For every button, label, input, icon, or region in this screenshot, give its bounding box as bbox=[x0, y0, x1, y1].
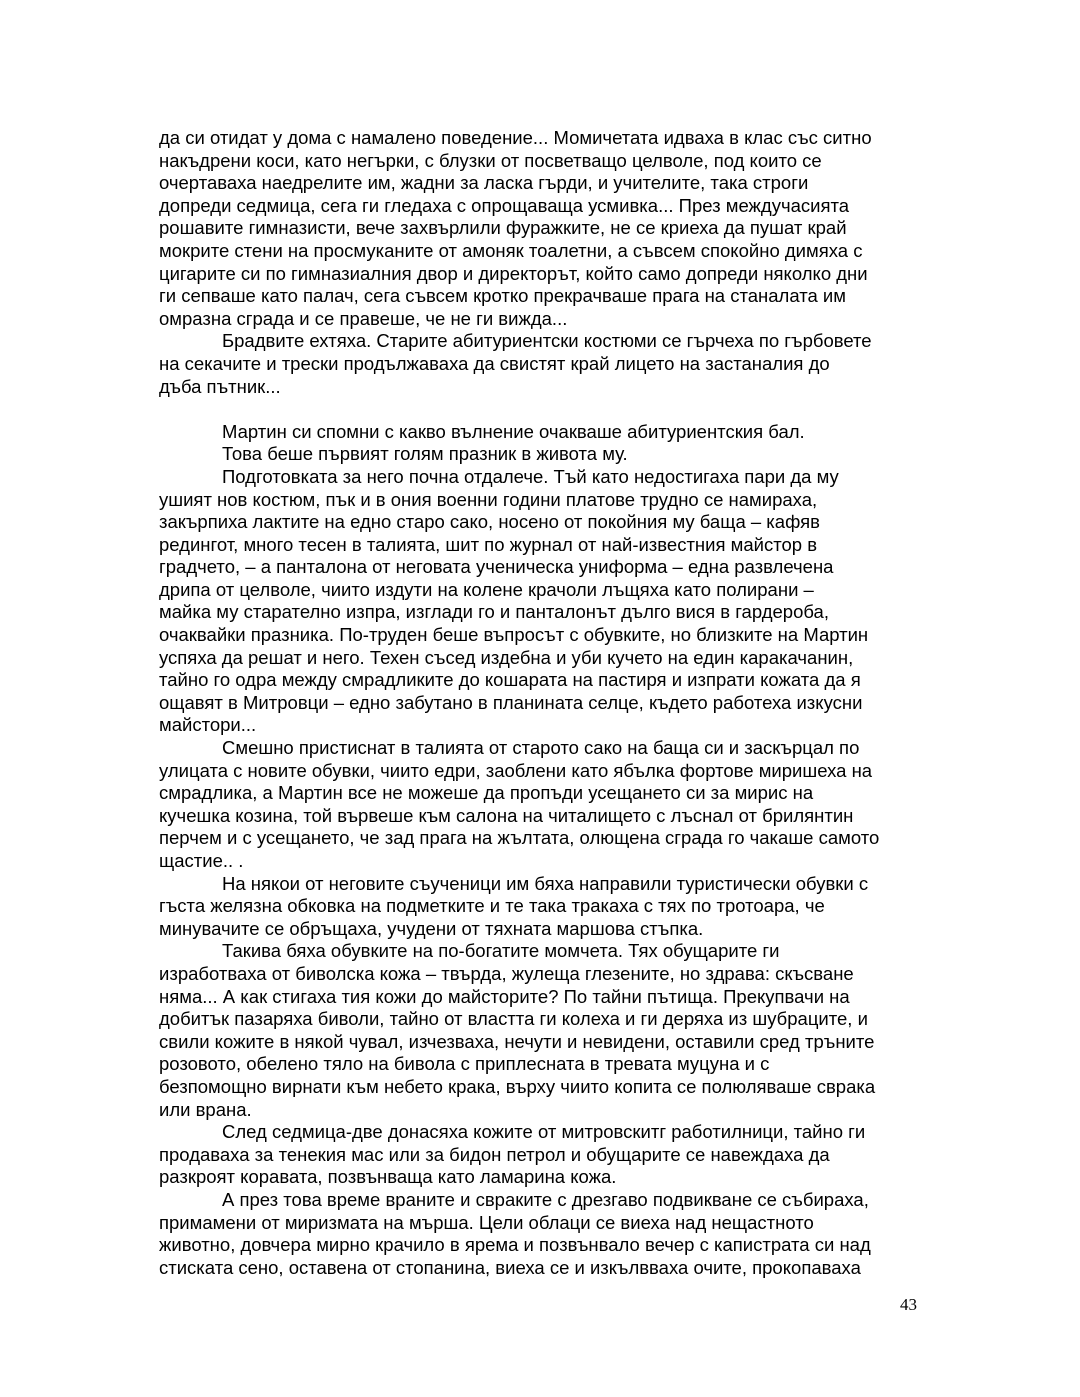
paragraph bbox=[159, 1189, 924, 1279]
text-line: мокрите стени на просмуканите от амоняк тоалетни, а съвсем спокойно димяха с bbox=[159, 239, 863, 261]
paragraph bbox=[159, 1121, 924, 1189]
text-line: ги сепваше като палач, сега съвсем кротко прекрачваше прага на станалата им bbox=[159, 285, 846, 307]
text-line: допреди седмица, сега ги гледаха с опрощаваща усмивка... През междучасията bbox=[159, 194, 850, 216]
text-line: рошавите гимназисти, вече захвърлили фуражките, не се криеха да пушат край bbox=[159, 217, 847, 239]
page-number: 43 bbox=[900, 1295, 917, 1314]
text-line: редингот, много тесен в талията, шит по журнал от най-известния майстор в bbox=[159, 533, 818, 555]
text-line: на секачите и трески продължаваха да свистят край лицето на застаналия до bbox=[159, 352, 830, 374]
text-line: да си отидат у дома с намалено поведение... Момичетата идваха в клас със ситно bbox=[159, 127, 872, 148]
paragraph bbox=[159, 940, 924, 1121]
text-line: тайно го одра между смрадликите до кошарата на пастиря и изпрати кожата да я bbox=[159, 669, 861, 691]
text-line: накъдрени коси, като негърки, с блузки от посветващо целволе, под които се bbox=[159, 149, 822, 171]
paragraph-gap bbox=[159, 398, 924, 421]
paragraph bbox=[159, 443, 924, 466]
text-line: ощавят в Митровци – едно забутано в планината селце, където работеха изкусни bbox=[159, 691, 863, 713]
text-line: майка му старателно изпра, изглади го и панталонът дълго вися в гардероба, bbox=[159, 601, 829, 623]
text-line: успяха да решат и него. Техен съсед издебна и уби кучето на един каракачанин, bbox=[159, 646, 854, 668]
text-line: щастие.. . bbox=[159, 850, 244, 871]
paragraph bbox=[159, 466, 924, 737]
text-line: очертаваха наедрелите им, жадни за ласка гърди, и учителите, така строги bbox=[159, 172, 809, 194]
text-line: ушият нов костюм, пък и в ония военни години платове трудно се намираха, bbox=[159, 488, 818, 510]
paragraph bbox=[159, 127, 924, 330]
text-line: животно, довчера мирно крачило в ярема и позвънвало вечер с капистрата си над bbox=[159, 1234, 871, 1256]
text-line: свили кожите в някой чувал, изчезваха, нечути и невидени, оставили сред тръните bbox=[159, 1030, 875, 1052]
paragraph bbox=[159, 421, 924, 444]
text-line: На някои от неговите съученици им бяха направили туристически обувки с bbox=[222, 872, 869, 894]
text-line: примамени от миризмата на мърша. Цели облаци се виеха над нещастното bbox=[159, 1211, 814, 1233]
text-line: перчем и с усещането, че зад прага на жълтата, олющена сграда го чакаше самото bbox=[159, 827, 880, 849]
text-line: продаваха за тенекия мас или за бидон петрол и обущарите се навеждаха да bbox=[159, 1143, 830, 1165]
text-line: разкроят коравата, позвънваща като ламарина кожа. bbox=[159, 1166, 617, 1188]
text-line: Такива бяха обувките на по-богатите момчета. Тях обущарите ги bbox=[222, 940, 780, 962]
text-line: очаквайки празника. По-труден беше въпросът с обувките, но близките на Мартин bbox=[159, 624, 869, 646]
body-text bbox=[159, 127, 924, 1279]
text-line: минувачите се обръщаха, учудени от тяхната маршова стъпка. bbox=[159, 917, 704, 939]
paragraph bbox=[159, 873, 924, 941]
text-line: стиската сено, оставена от стопанина, виеха се и изкълвваха очите, прокопаваха bbox=[159, 1256, 861, 1278]
paragraph bbox=[159, 330, 924, 398]
text-line: А през това време враните и свраките с дрезгаво подвикване се събираха, bbox=[222, 1188, 869, 1210]
text-line: няма... А как стигаха тия кожи до майсторите? По тайни пътища. Прекупвачи на bbox=[159, 985, 850, 1007]
text-line: дъба пътник... bbox=[159, 375, 281, 397]
text-line: омразна сграда и се правеше, че не ги вижда... bbox=[159, 307, 568, 329]
text-line: изработваха от биволска кожа – твърда, жулеща глезените, но здрава: скъсване bbox=[159, 962, 854, 984]
text-line: майстори... bbox=[159, 714, 257, 736]
text-line: цигарите си по гимназиалния двор и директорът, който само допреди няколко дни bbox=[159, 262, 868, 284]
text-line: розовото, обелено тяло на бивола с приплесната в тревата муцуна и с bbox=[159, 1053, 770, 1075]
text-line: улицата с новите обувки, чиито едри, заоблени като ябълка фортове миришеха на bbox=[159, 759, 873, 781]
text-line: Това беше първият голям празник в живота му. bbox=[222, 443, 628, 465]
text-line: или врана. bbox=[159, 1098, 252, 1120]
text-line: гъста желязна обковка на подметките и те така тракаха с тях по тротоара, че bbox=[159, 895, 825, 917]
text-line: добитък пазаряха биволи, тайно от властта ги колеха и ги деряха из шубраците, и bbox=[159, 1008, 868, 1030]
text-line: дрипа от целволе, чиито издути на колене крачоли лъщяха като полирани – bbox=[159, 578, 814, 600]
text-line: градчето, – а панталона от неговата ученическа униформа – една развлечена bbox=[159, 556, 834, 578]
text-line: Смешно пристиснат в талията от старото сако на баща си и заскърцал по bbox=[222, 737, 860, 759]
text-line: закърпиха лактите на едно старо сако, носено от покойния му баща – кафяв bbox=[159, 511, 820, 533]
text-line: безпомощно вирнати към небето крака, върху чиито копита се полюляваше сврака bbox=[159, 1075, 876, 1097]
text-line: Мартин си спомни с какво вълнение очакваше абитуриентския бал. bbox=[222, 420, 805, 442]
paragraph bbox=[159, 737, 924, 873]
text-line: Брадвите ехтяха. Старите абитуриентски костюми се гърчеха по гърбовете bbox=[222, 330, 872, 352]
text-line: След седмица-две донасяха кожите от митровскитг работилници, тайно ги bbox=[222, 1121, 866, 1143]
text-line: кучешка козина, той вървеше към салона на читалището с лъснал от брилянтин bbox=[159, 804, 854, 826]
text-line: смрадлика, а Мартин все не можеше да пропъди усещането си за мирис на bbox=[159, 782, 814, 804]
text-line: Подготовката за него почна отдалече. Тъй като недостигаха пари да му bbox=[222, 465, 839, 487]
